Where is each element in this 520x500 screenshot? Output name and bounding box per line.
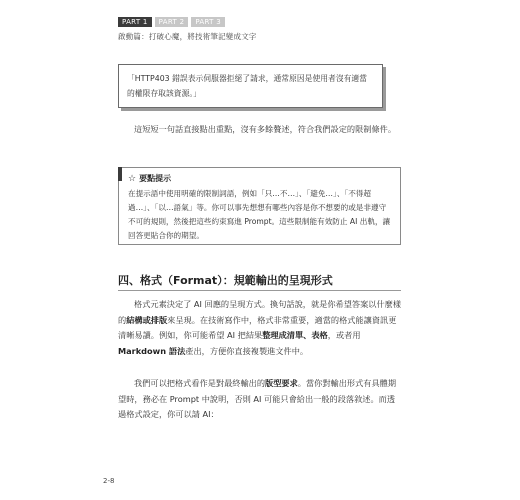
section-divider — [118, 290, 401, 291]
part-tabs — [118, 17, 257, 27]
chapter-subtitle: 啟動篇：打破心魔，將技術筆記變成文字 — [118, 32, 257, 41]
paragraph-3 — [118, 376, 403, 423]
tip-title: 要點提示 — [139, 174, 172, 183]
paragraph-2-text-a: 格式元素決定了 AI 回應的呈現方式。換句話說，就是你希望答案以什麼樣的 — [118, 299, 402, 325]
part-tab-1: PART 1 — [118, 17, 152, 27]
section-heading: 四、格式（Format）：規範輸出的呈現形式 — [118, 274, 333, 287]
paragraph-3-text-c: 。當你對輸出形式有具體期望時，務必在 Prompt 中說明，否則 AI 可能只會給出一般的段落敘述。而透過格式設定，你可以請 AI： — [118, 378, 397, 419]
page-number: 2-8 — [103, 477, 115, 485]
tip-box — [118, 167, 401, 245]
part-tab-2: PART 2 — [155, 17, 189, 27]
part-tab-3: PART 3 — [191, 17, 225, 27]
running-header — [118, 17, 257, 42]
paragraph-3-text-a: 我們可以把格式看作是對最終輸出的 — [134, 378, 266, 388]
tip-header — [128, 173, 391, 184]
paragraph-2-bold-structure: 結構或排版 — [126, 314, 168, 325]
paragraph-2-bold-list-table: 整理成清單、表格 — [262, 330, 328, 340]
paragraph-2 — [118, 297, 403, 359]
quote-box — [118, 64, 383, 108]
paragraph-2-text-d: ，或者用 — [327, 330, 361, 340]
paragraph-2-bold-markdown: Markdown 語法 — [118, 345, 186, 356]
paragraph-3-bold-layout: 版型要求 — [265, 378, 298, 388]
paragraph-2-text-e: 產出，方便你直接複製進文件中。 — [185, 345, 309, 356]
quote-text: 「HTTP403 錯誤表示伺服器拒絕了請求，通常原因是使用者沒有適當的權限存取該資源。」 — [127, 74, 368, 98]
tip-text: 在提示語中使用明確的限制詞語，例如「只…不…」、「避免…」、「不得超過…」、「以…語氣」等。你可以事先想想有哪些內容是你不想要的或是非遵守不可的規則，然後把這些約束寫進 Prompt。這些限制能有效防止 AI 出軌，讓回答更貼合你的期望。 — [128, 189, 391, 240]
star-icon: ☆ — [128, 173, 137, 184]
paragraph-2-text-c: 來呈現。在技術寫作中，格式非常重要，適當的格式能讓資訊更清晰易讀。例如，你可能希望 AI 把結果 — [118, 314, 397, 340]
paragraph-1: 這短短一句話直接點出重點，沒有多餘贅述，符合我們設定的限制條件。 — [134, 124, 397, 134]
